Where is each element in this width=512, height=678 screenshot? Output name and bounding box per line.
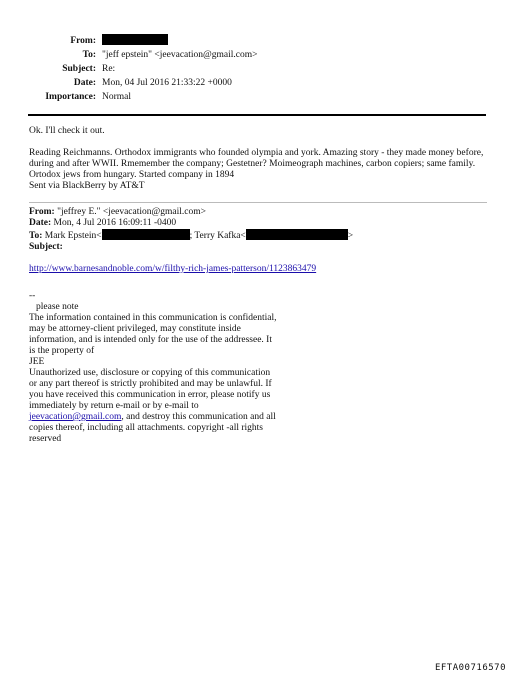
email-link[interactable]: jeevacation@gmail.com — [29, 412, 122, 422]
header-divider — [28, 114, 486, 116]
reply-line: Ok. I'll check it out. — [29, 126, 105, 136]
quoted-to-row — [29, 229, 489, 242]
redaction-box — [246, 229, 348, 240]
quoted-from-value: "jeffrey E." <jeevacation@gmail.com> — [57, 207, 206, 217]
header-date-row — [0, 76, 512, 90]
quoted-date-label: Date: — [29, 218, 52, 228]
redaction-box — [102, 229, 190, 240]
to-value: "jeff epstein" <jeevacation@gmail.com> — [102, 50, 258, 60]
quoted-from-label: From: — [29, 207, 55, 217]
please-note: please note — [36, 302, 79, 312]
subject-value: Re: — [102, 64, 116, 74]
from-redaction — [102, 34, 168, 48]
jee-line: JEE — [29, 357, 45, 367]
header-from-row — [0, 34, 512, 48]
sent-via-line: Sent via BlackBerry by AT&T — [29, 181, 145, 191]
email-header — [0, 34, 512, 104]
book-link[interactable]: http://www.barnesandnoble.com/w/filthy-rich-james-patterson/1123863479 — [29, 264, 317, 274]
quoted-date-value: Mon, 4 Jul 2016 16:09:11 -0400 — [53, 218, 177, 228]
to-label: To: — [82, 50, 96, 60]
unauthorized-text — [29, 368, 279, 445]
quoted-to-label: To: — [29, 231, 43, 241]
document-id: EFTA00716570 — [434, 663, 506, 673]
from-label: From: — [70, 36, 96, 46]
header-to-row — [0, 48, 512, 62]
header-subject-row — [0, 62, 512, 76]
quoted-to-name-2: ; Terry Kafka< — [189, 231, 246, 241]
quoted-from-row — [29, 207, 489, 218]
reply-paragraph: Reading Reichmanns. Orthodox immigrants who founded olympia and york. Amazing story - they made money before, during and after WWII. Rmemember the company; Gestetner? Moimeograph machines, carbon copiers; same family. Ortodox jews from hungary. Started company in 1894 — [29, 148, 484, 180]
confidentiality-text: The information contained in this communication is confidential, may be attorney-client privileged, may constitute inside information, and is intended only for the use of the addressee. It is the property of — [29, 313, 277, 356]
quote-divider — [29, 202, 487, 203]
quoted-header — [29, 207, 489, 275]
unauthorized-text-b: , and destroy this communication and all copies thereof, including all attachments. copyright -all rights reserved — [29, 412, 276, 444]
quoted-date-row — [29, 218, 489, 229]
quoted-subject-label: Subject: — [29, 242, 63, 252]
header-importance-row — [0, 90, 512, 104]
importance-label: Importance: — [45, 92, 96, 102]
signature-block — [29, 291, 279, 445]
importance-value: Normal — [102, 92, 132, 102]
quoted-subject-row — [29, 242, 489, 253]
email-body — [29, 126, 489, 192]
subject-label: Subject: — [62, 64, 96, 74]
quoted-to-name-1: Mark Epstein< — [44, 231, 102, 241]
quoted-to-close: > — [347, 231, 354, 241]
date-label: Date: — [73, 78, 96, 88]
sig-dashes: -- — [29, 291, 36, 301]
date-value: Mon, 04 Jul 2016 21:33:22 +0000 — [102, 78, 232, 88]
unauthorized-text-a: Unauthorized use, disclosure or copying of this communication or any part thereof is strictly prohibited and may be unlawful. If you have received this communication in error, please notify us immediately by return e-mail or by e-mail to — [29, 368, 272, 411]
